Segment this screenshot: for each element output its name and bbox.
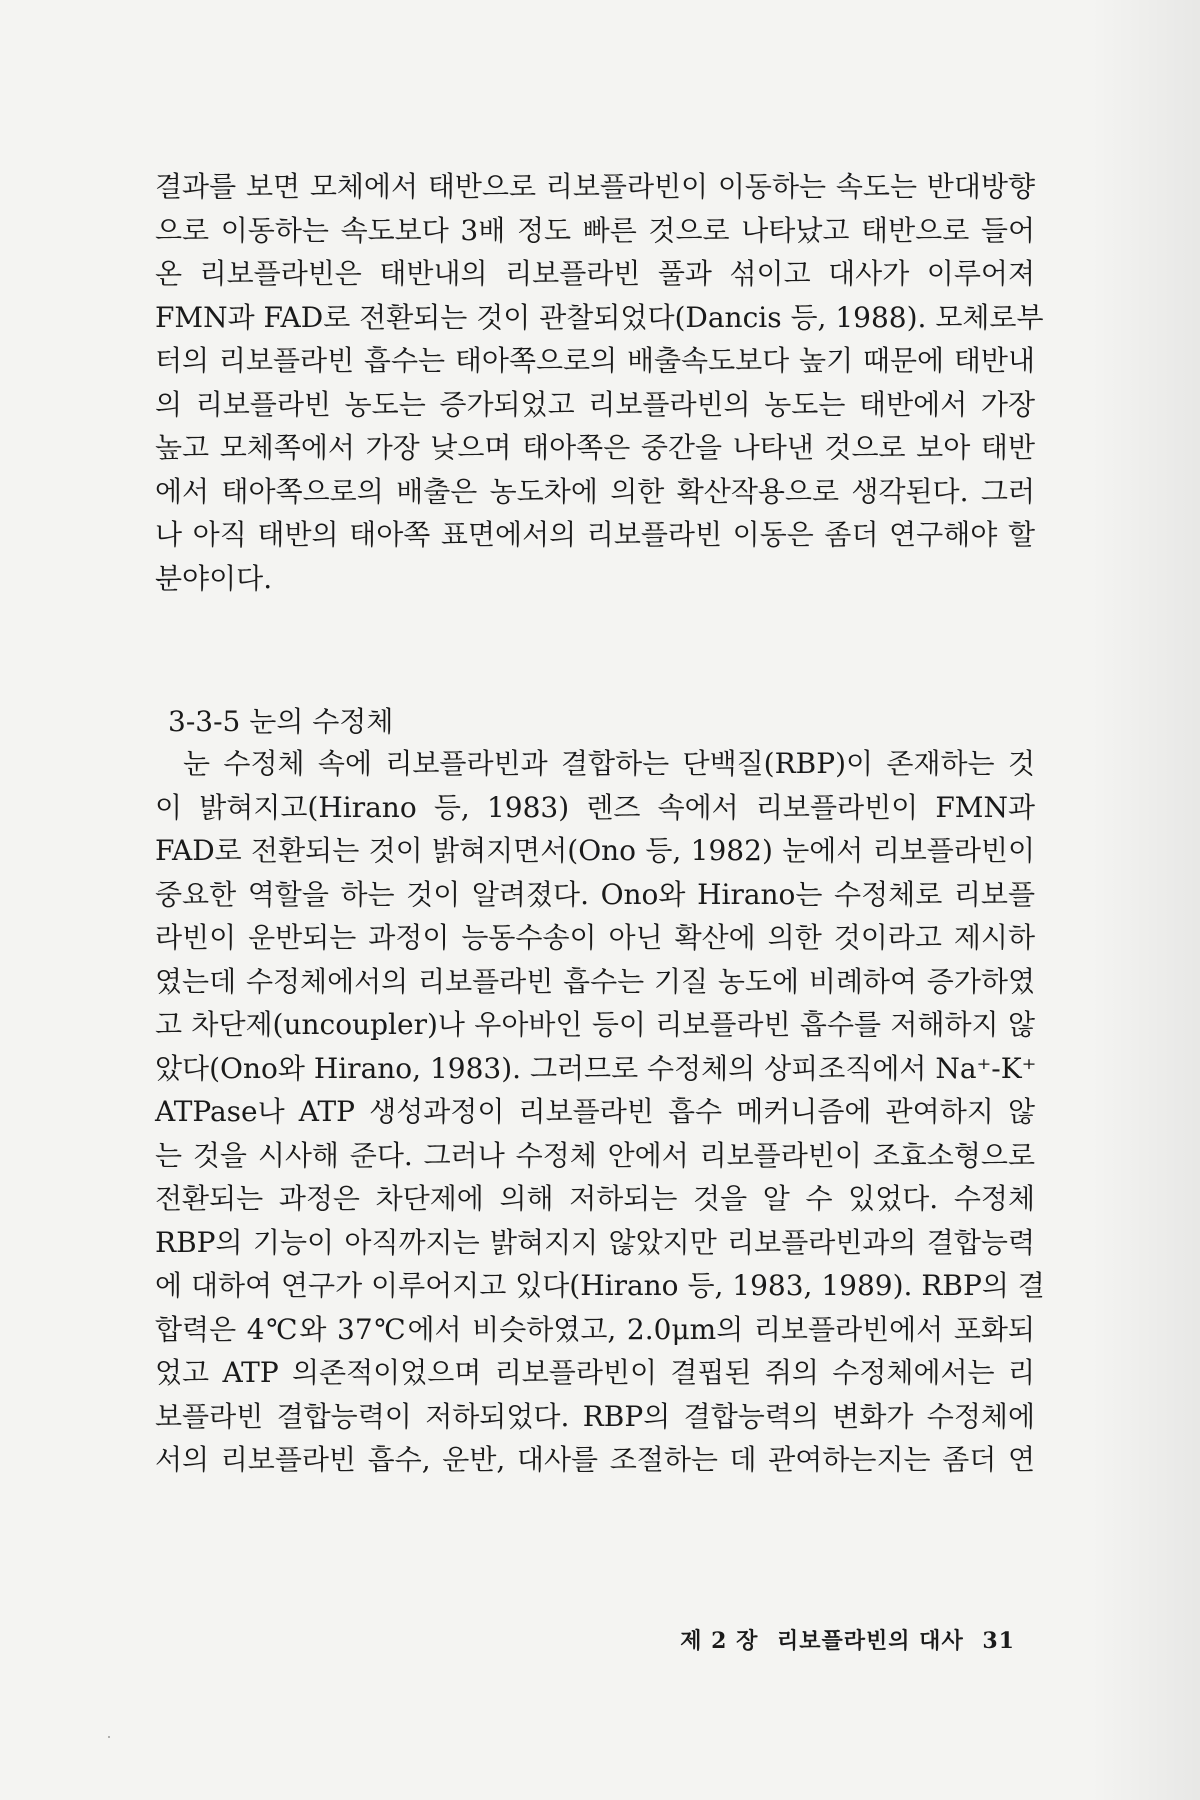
page-edge-shadow [1090, 0, 1200, 1800]
section-heading: 3-3-5 눈의 수정체 [168, 705, 394, 738]
text-line: 였는데 수정체에서의 리보플라빈 흡수는 기질 농도에 비례하여 증가하였 [155, 964, 1035, 998]
text-line: 합력은 4℃와 37℃에서 비슷하였고, 2.0μm의 리보플라빈에서 포화되 [155, 1312, 1035, 1346]
scan-speck [108, 1736, 110, 1738]
text-line: 었고 ATP 의존적이었으며 리보플라빈이 결핍된 쥐의 수정체에서는 리 [155, 1356, 1035, 1389]
text-line: FMN과 FAD로 전환되는 것이 관찰되었다(Dancis 등, 1988). 모체로부 [155, 300, 1044, 334]
text-line: FAD로 전환되는 것이 밝혀지면서(Ono 등, 1982) 눈에서 리보플라빈이 [155, 834, 1035, 867]
text-line: 의 리보플라빈 농도는 증가되었고 리보플라빈의 농도는 태반에서 가장 [155, 387, 1035, 421]
text-line: ATPase나 ATP 생성과정이 리보플라빈 흡수 메커니즘에 관여하지 않 [155, 1095, 1035, 1128]
text-line: 분야이다. [155, 561, 273, 595]
text-line: 보플라빈 결합능력이 저하되었다. RBP의 결합능력의 변화가 수정체에 [155, 1399, 1035, 1433]
text-line: RBP의 기능이 아직까지는 밝혀지지 않았지만 리보플라빈과의 결합능력 [155, 1225, 1035, 1259]
page-number: 31 [982, 1628, 1015, 1654]
text-line: 에서 태아쪽으로의 배출은 농도차에 의한 확산작용으로 생각된다. 그러 [155, 474, 1035, 508]
text-line: 결과를 보면 모체에서 태반으로 리보플라빈이 이동하는 속도는 반대방향 [155, 170, 1035, 203]
chapter-title: 리보플라빈의 대사 [777, 1628, 964, 1654]
text-line: 이 밝혀지고(Hirano 등, 1983) 렌즈 속에서 리보플라빈이 FMN과 [155, 790, 1035, 824]
text-line: 중요한 역할을 하는 것이 알려졌다. Ono와 Hirano는 수정체로 리보플 [155, 877, 1035, 911]
chapter-label: 제 2 장 [680, 1628, 759, 1654]
page-footer [680, 1624, 1015, 1655]
text-line: 전환되는 과정은 차단제에 의해 저하되는 것을 알 수 있었다. 수정체 [155, 1182, 1035, 1215]
text-line: 라빈이 운반되는 과정이 능동수송이 아닌 확산에 의한 것이라고 제시하 [155, 921, 1035, 954]
text-line: 터의 리보플라빈 흡수는 태아쪽으로의 배출속도보다 높기 때문에 태반내 [155, 344, 1035, 377]
text-line: 서의 리보플라빈 흡수, 운반, 대사를 조절하는 데 관여하는지는 좀더 연 [155, 1443, 1035, 1476]
paragraph-lens [155, 742, 1045, 1482]
text-line: 고 차단제(uncoupler)나 우아바인 등이 리보플라빈 흡수를 저해하지 않 [155, 1008, 1035, 1041]
text-line: 에 대하여 연구가 이루어지고 있다(Hirano 등, 1983, 1989). RBP의 결 [155, 1269, 1045, 1302]
text-line: 눈 수정체 속에 리보플라빈과 결합하는 단백질(RBP)이 존재하는 것 [183, 747, 1035, 780]
text-line: 온 리보플라빈은 태반내의 리보플라빈 풀과 섞이고 대사가 이루어져 [155, 257, 1035, 290]
text-line: 는 것을 시사해 준다. 그러나 수정체 안에서 리보플라빈이 조효소형으로 [155, 1138, 1035, 1172]
text-line: 으로 이동하는 속도보다 3배 정도 빠른 것으로 나타났고 태반으로 들어 [155, 213, 1035, 247]
text-line: 나 아직 태반의 태아쪽 표면에서의 리보플라빈 이동은 좀더 연구해야 할 [155, 518, 1035, 551]
paragraph-placenta [155, 165, 1044, 600]
text-line: 높고 모체쪽에서 가장 낮으며 태아쪽은 중간을 나타낸 것으로 보아 태반 [155, 431, 1035, 464]
text-line: 았다(Ono와 Hirano, 1983). 그러므로 수정체의 상피조직에서 Na⁺-K⁺ [155, 1051, 1037, 1085]
